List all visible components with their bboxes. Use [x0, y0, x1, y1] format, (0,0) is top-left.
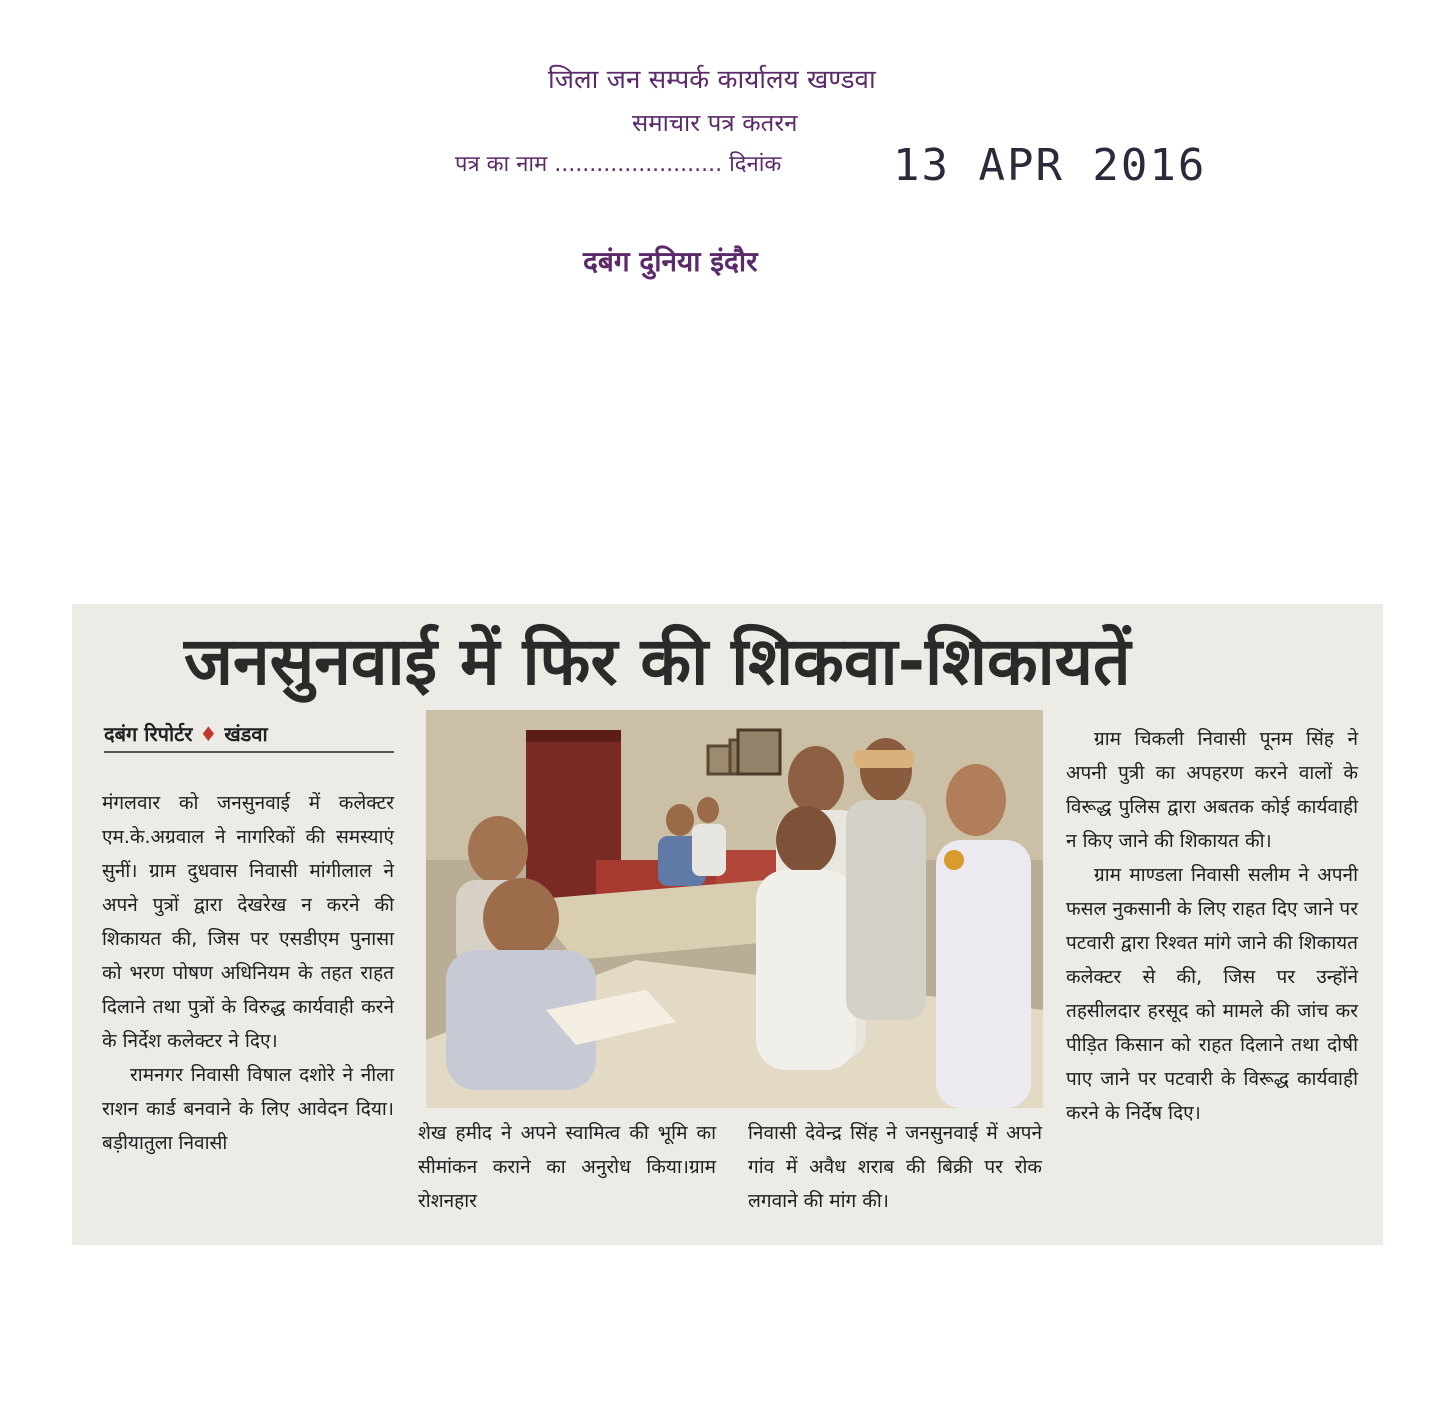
byline-separator-icon: ♦ — [199, 722, 225, 746]
column-2-text: शेख हमीद ने अपने स्वामित्व की भूमि का सीमांकन कराने का अनुरोध किया।ग्राम रोशनहार — [418, 1122, 716, 1212]
column-4-paragraph-1: ग्राम चिकली निवासी पूनम सिंह ने अपनी पुत्री का अपहरण करने वालों के विरूद्ध पुलिस द्वारा अबतक कोई कार्यवाही न किए जाने की शिकायत की। — [1066, 728, 1358, 852]
article-column-4 — [1066, 722, 1358, 1130]
byline-place: खंडवा — [224, 722, 268, 746]
stamp-newspaper-name: दबंग दुनिया इंदौर — [583, 245, 758, 278]
stamp-paper-date-label: पत्र का नाम ........................ दिनांक — [455, 152, 782, 177]
column-1-paragraph-1: मंगलवार को जनसुनवाई में कलेक्टर एम.के.अग्रवाल ने नागरिकों की समस्याएं सुनीं। ग्राम दुधवास निवासी मांगीलाल ने अपने पुत्रों द्वारा देखरेख न करने की शिकायत की, जिस पर एसडीएम पुनासा को भरण पोषण अधिनियम के तहत राहत दिलाने तथा पुत्रों के विरुद्ध कार्यवाही करने के निर्देश कलेक्टर ने दिए। — [102, 792, 394, 1052]
stamp-date: 13 APR 2016 — [893, 140, 1207, 191]
column-4-paragraph-2: ग्राम माण्डला निवासी सलीम ने अपनी फसल नुकसानी के लिए राहत दिए जाने पर पटवारी द्वारा रिश्वत मांगे जाने की शिकायत कलेक्टर से की, जिस पर उन्होंने तहसीलदार हरसूद को मामले की जांच कर पीड़ित किसान को राहत दिलाने तथा दोषी पाए जाने पर पटवारी के विरूद्ध कार्यवाही करने के निर्देष दिए। — [1066, 864, 1358, 1124]
article-headline: जनसुनवाई में फिर की शिकवा-शिकायतें — [184, 623, 1131, 700]
article-column-2 — [418, 1116, 716, 1218]
article-column-1 — [102, 786, 394, 1160]
photo-illustration — [426, 710, 1043, 1108]
article-photo — [426, 710, 1043, 1108]
column-3-text: निवासी देवेन्द्र सिंह ने जनसुनवाई में अपने गांव में अवैध शराब की बिक्री पर रोक लगवाने की मांग की। — [748, 1122, 1042, 1212]
stamp-clipping-label: समाचार पत्र कतरन — [632, 109, 798, 137]
article-column-3 — [748, 1116, 1042, 1218]
article-byline — [104, 720, 394, 753]
column-1-paragraph-2: रामनगर निवासी विषाल दशोरे ने नीला राशन कार्ड बनवाने के लिए आवेदन दिया। बड़ीयातुला निवासी — [102, 1064, 394, 1154]
stamp-office-name: जिला जन सम्पर्क कार्यालय खण्डवा — [548, 65, 876, 95]
byline-reporter: दबंग रिपोर्टर — [104, 722, 193, 746]
newspaper-clipping — [72, 604, 1383, 1245]
